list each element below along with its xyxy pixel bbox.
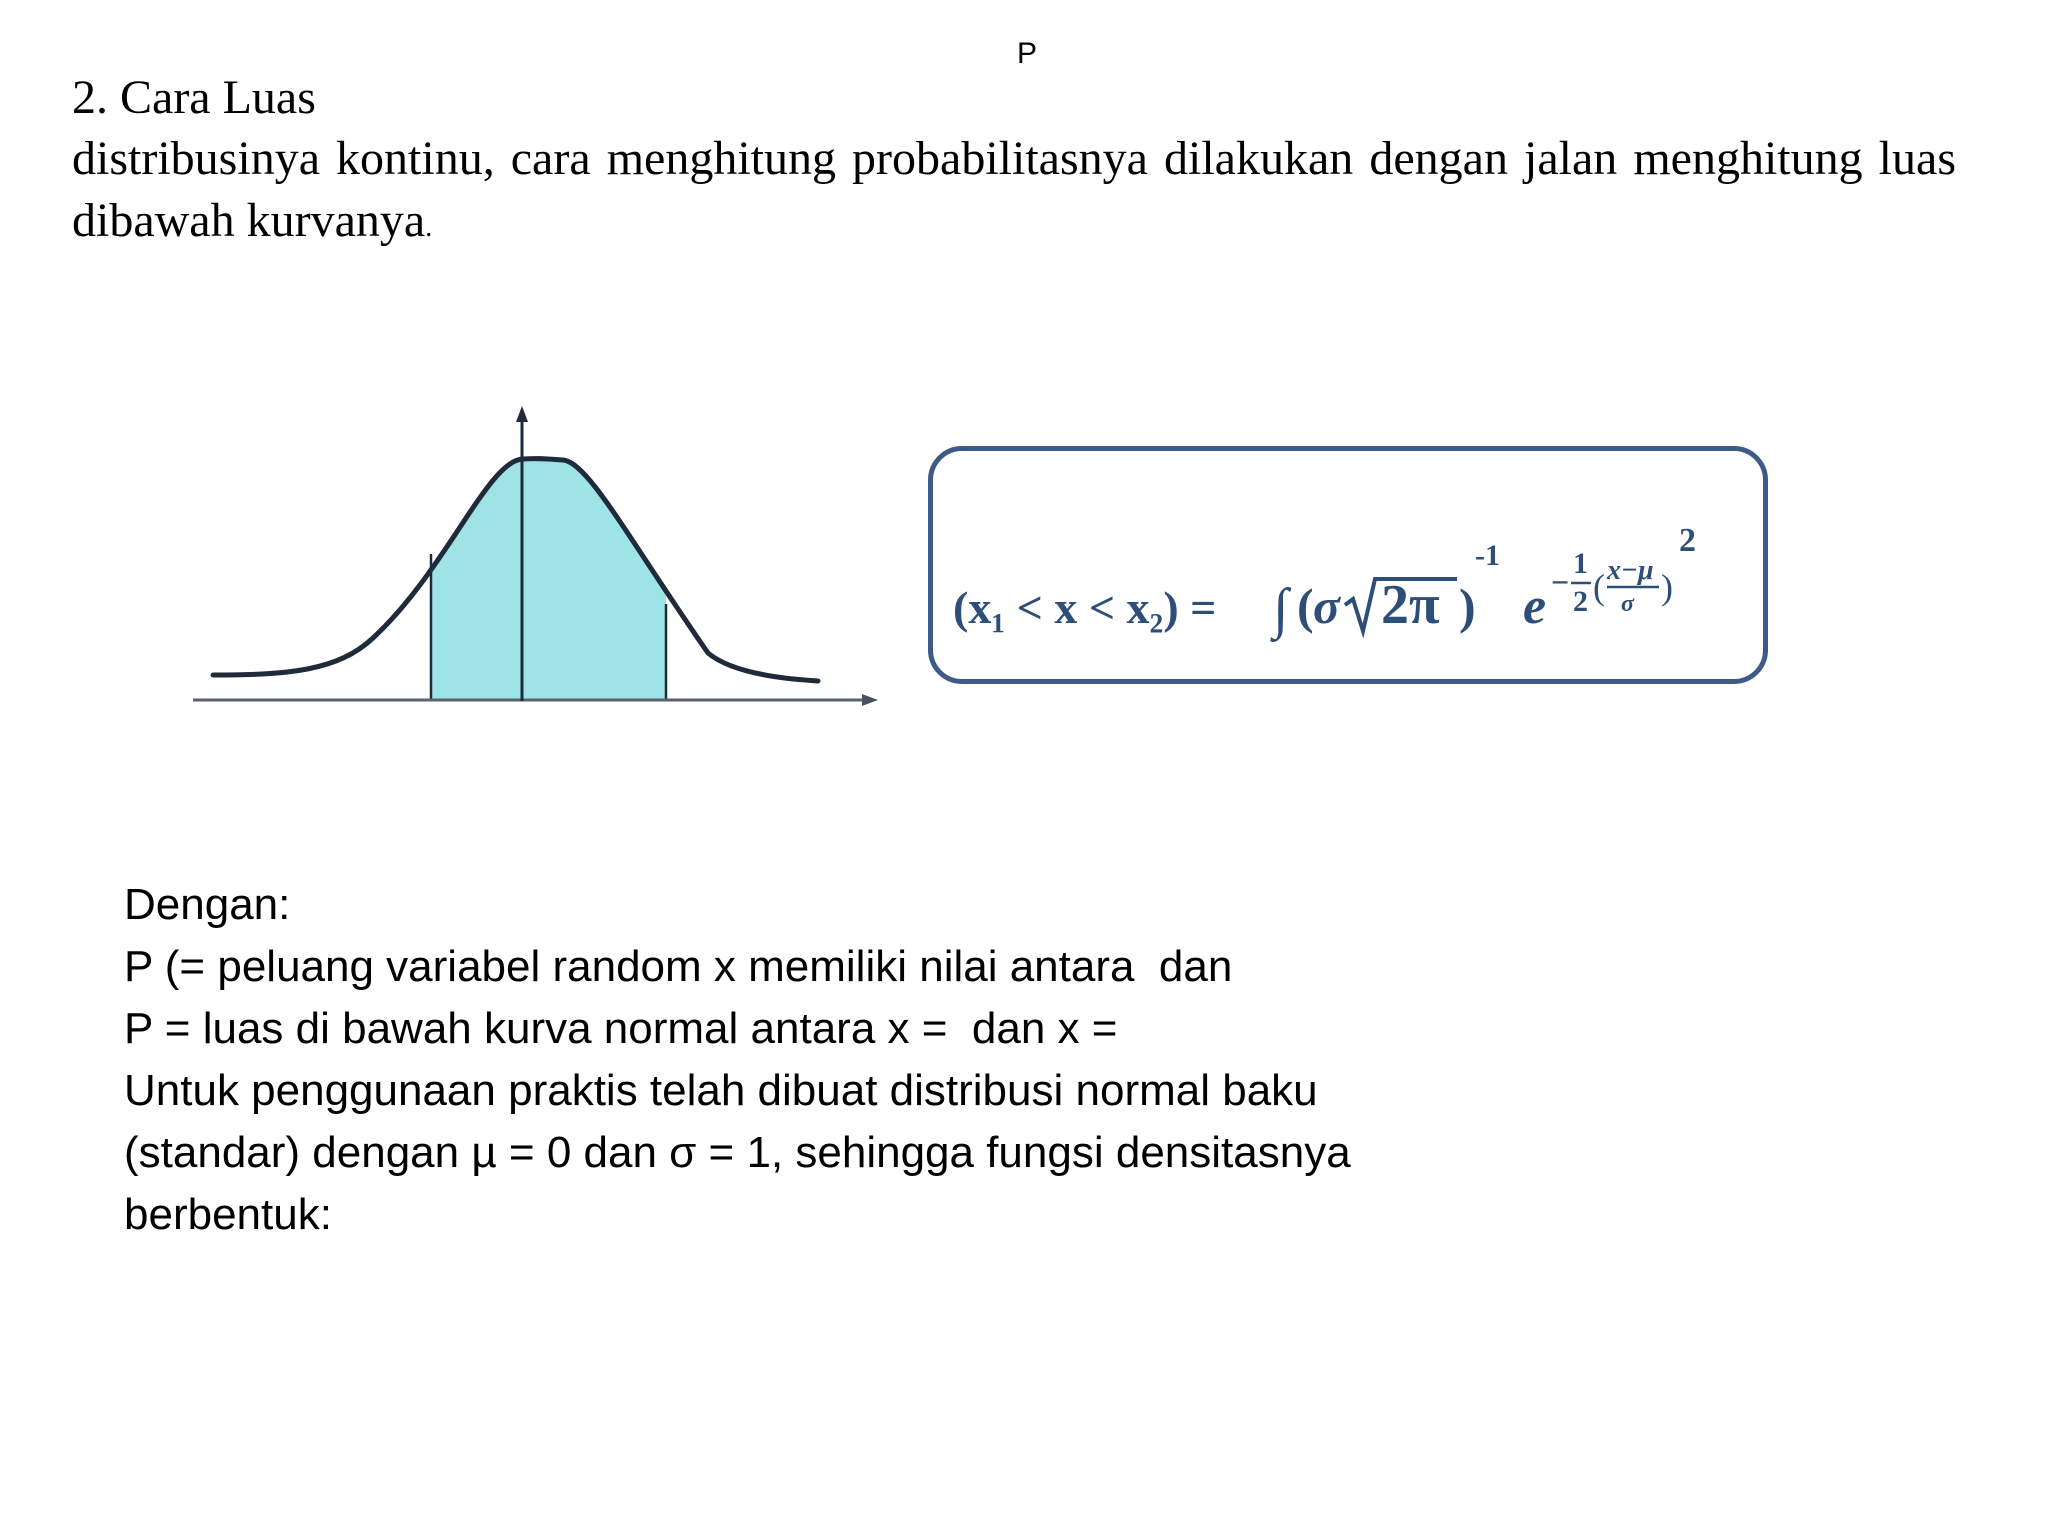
integral-sign: ∫ bbox=[1273, 578, 1289, 640]
half-numerator: 1 bbox=[1573, 547, 1588, 580]
x-axis-arrow bbox=[862, 694, 878, 706]
y-axis-arrow bbox=[516, 406, 528, 422]
legend-line-params: (standar) dengan µ = 0 dan σ = 1, sehingga fungsi densitasnya bbox=[124, 1128, 1351, 1177]
fraction-numerator: x−μ bbox=[1607, 555, 1654, 586]
open-paren: ( bbox=[1297, 578, 1314, 634]
section-title: 2. Cara Luas bbox=[72, 71, 316, 124]
intro-tail: . bbox=[425, 212, 433, 243]
power-minus-one: -1 bbox=[1475, 539, 1500, 572]
square-exponent: 2 bbox=[1679, 522, 1696, 559]
legend-text bbox=[124, 874, 1624, 1246]
legend-line-standard: Untuk penggunaan praktis telah dibuat distribusi normal baku bbox=[124, 1066, 1318, 1115]
intro-line-1: distribusinya kontinu, cara menghitung probabilitasnya dilakukan dengan jalan bbox=[72, 132, 1618, 185]
sigma-symbol: σ bbox=[1313, 578, 1340, 634]
legend-line-form: berbentuk: bbox=[124, 1190, 332, 1239]
formula-lhs: (x₁ < x < x₂) = bbox=[953, 582, 1217, 633]
inner-open-paren: ( bbox=[1593, 567, 1605, 607]
intro-paragraph bbox=[72, 128, 1956, 259]
half-denominator: 2 bbox=[1573, 585, 1588, 618]
legend-heading: Dengan: bbox=[124, 880, 291, 929]
probability-formula bbox=[951, 473, 1751, 663]
legend-line-probability: P (= peluang variabel random x memiliki nilai antara dan bbox=[124, 942, 1233, 991]
two-pi: 2π bbox=[1381, 574, 1440, 636]
inner-close-paren: ) bbox=[1661, 567, 1673, 607]
formula-box bbox=[928, 446, 1768, 684]
normal-curve-figure bbox=[188, 398, 888, 718]
exp-e: e bbox=[1523, 578, 1547, 635]
legend-line-area: P = luas di bawah kurva normal antara x = dan x = bbox=[124, 1004, 1118, 1053]
intro-line-2: menghitung luas dibawah kurvanya bbox=[72, 132, 1957, 247]
header-mark: P bbox=[1017, 37, 1038, 70]
fraction-denominator: σ bbox=[1621, 591, 1634, 617]
close-paren: ) bbox=[1459, 578, 1476, 634]
exp-minus: − bbox=[1551, 564, 1570, 600]
